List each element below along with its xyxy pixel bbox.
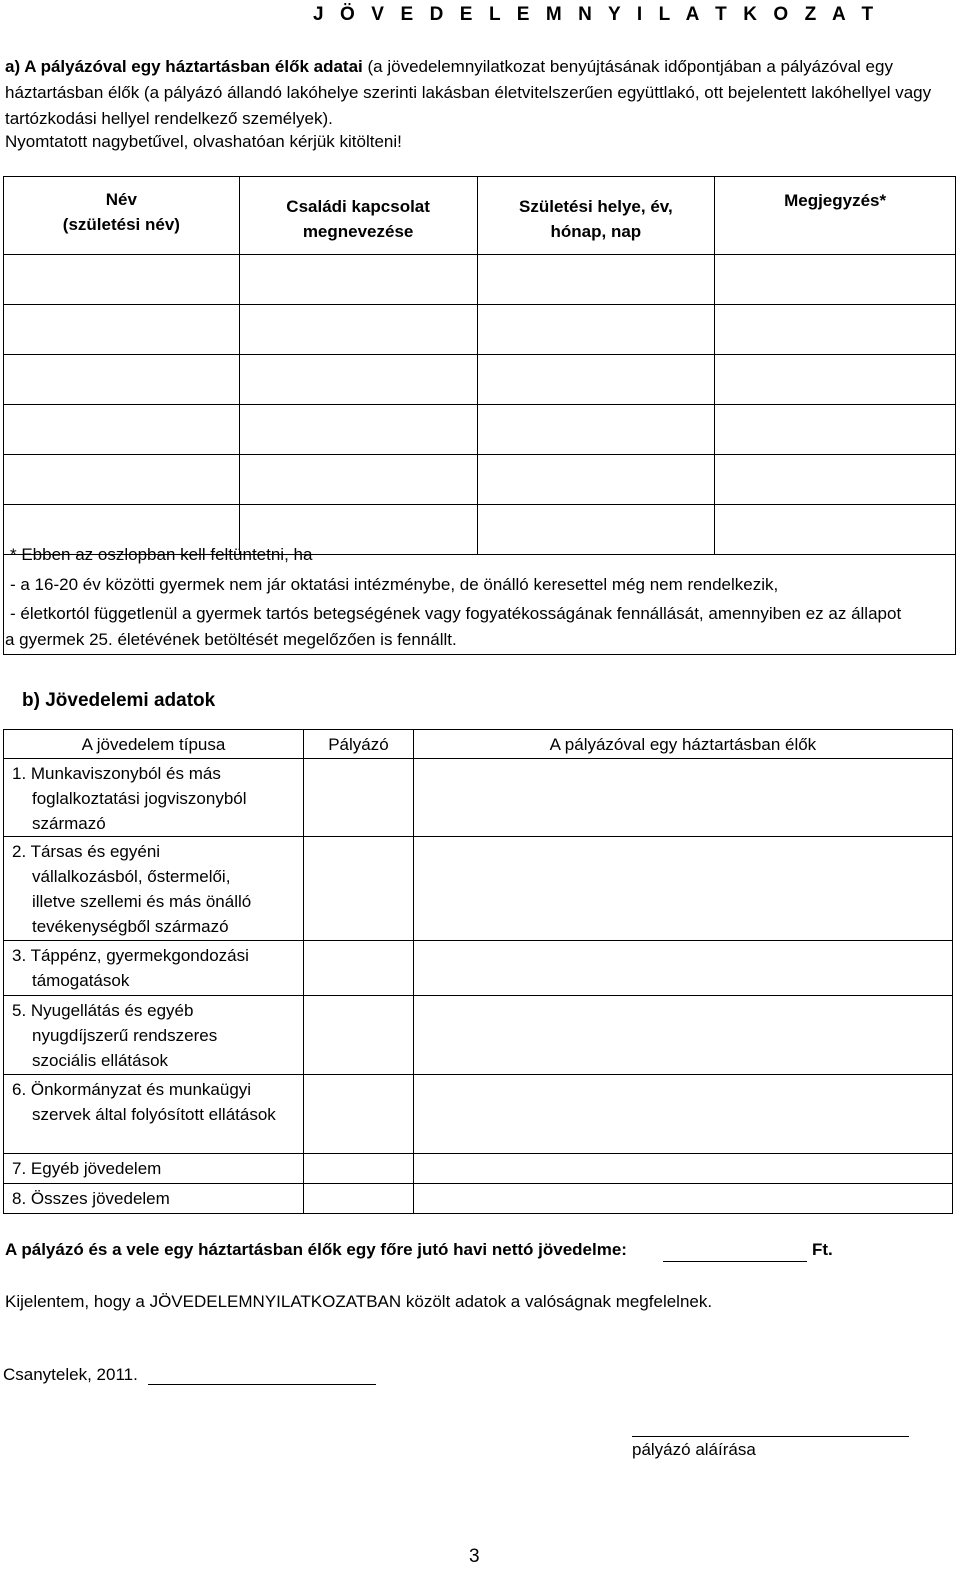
relation-cell[interactable] bbox=[239, 405, 477, 455]
per-capita-income-label: A pályázó és a vele egy háztartásban élők egy főre jutó havi nettó jövedelme: bbox=[5, 1240, 627, 1259]
col-income-type: A jövedelem típusa bbox=[4, 730, 304, 759]
income-type-cell: 1. Munkaviszonyból és más foglalkoztatási jogviszonyból származó bbox=[4, 759, 304, 837]
per-capita-income-field[interactable] bbox=[663, 1261, 807, 1262]
col-name: Név (születési név) bbox=[4, 177, 240, 255]
household-cell[interactable] bbox=[413, 1154, 952, 1184]
relation-cell[interactable] bbox=[239, 355, 477, 405]
footnote-line: - a 16-20 év közötti gyermek nem jár oktatási intézménybe, de önálló keresettel még nem rendelkezik, bbox=[10, 575, 779, 594]
birth-cell[interactable] bbox=[477, 255, 715, 305]
footnote-line: * Ebben az oszlopban kell feltüntetni, ha bbox=[10, 545, 313, 564]
income-type-cell: 7. Egyéb jövedelem bbox=[4, 1154, 304, 1184]
table-row bbox=[4, 837, 953, 941]
table-row bbox=[4, 1075, 953, 1154]
household-cell[interactable] bbox=[413, 941, 952, 996]
table-row bbox=[4, 759, 953, 837]
table-row bbox=[4, 455, 956, 505]
signature-label: pályázó aláírása bbox=[632, 1440, 756, 1459]
table-row bbox=[4, 405, 956, 455]
household-cell[interactable] bbox=[413, 759, 952, 837]
relation-cell[interactable] bbox=[239, 305, 477, 355]
footnote-line: a gyermek 25. életévének betöltését megelőzően is fennállt. bbox=[5, 630, 457, 649]
income-table-header bbox=[4, 730, 953, 759]
applicant-cell[interactable] bbox=[303, 759, 413, 837]
household-cell[interactable] bbox=[413, 837, 952, 941]
birth-cell[interactable] bbox=[477, 455, 715, 505]
table-row bbox=[4, 355, 956, 405]
table-row bbox=[4, 1184, 953, 1214]
name-cell[interactable] bbox=[4, 455, 240, 505]
page-number: 3 bbox=[469, 1546, 480, 1567]
household-cell[interactable] bbox=[413, 1075, 952, 1154]
applicant-cell[interactable] bbox=[303, 996, 413, 1075]
name-cell[interactable] bbox=[4, 355, 240, 405]
relation-cell[interactable] bbox=[239, 455, 477, 505]
col-note: Megjegyzés* bbox=[715, 177, 956, 255]
table-row bbox=[4, 1154, 953, 1184]
footnote-line: - életkortól függetlenül a gyermek tartós betegségének vagy fogyatékosságának fennállását, amennyiben ez az állapot bbox=[10, 604, 902, 623]
table-row bbox=[4, 941, 953, 996]
section-b-heading: b) Jövedelemi adatok bbox=[22, 690, 216, 711]
birth-cell[interactable] bbox=[477, 355, 715, 405]
col-birth: Születési helye, év, hónap, nap bbox=[477, 177, 715, 255]
applicant-cell[interactable] bbox=[303, 941, 413, 996]
table-row bbox=[4, 255, 956, 305]
name-cell[interactable] bbox=[4, 405, 240, 455]
date-field[interactable] bbox=[148, 1384, 376, 1385]
note-cell[interactable] bbox=[715, 255, 956, 305]
income-type-cell: 2. Társas és egyéni vállalkozásból, őstermelői, illetve szellemi és más önálló tevékenységből származó bbox=[4, 837, 304, 941]
col-household: A pályázóval egy háztartásban élők bbox=[413, 730, 952, 759]
income-type-cell: 8. Összes jövedelem bbox=[4, 1184, 304, 1214]
currency-unit: Ft. bbox=[812, 1240, 833, 1259]
income-type-cell: 5. Nyugellátás és egyéb nyugdíjszerű rendszeres szociális ellátások bbox=[4, 996, 304, 1075]
col-applicant: Pályázó bbox=[303, 730, 413, 759]
name-cell[interactable] bbox=[4, 255, 240, 305]
section-a-heading: a) A pályázóval egy háztartásban élők adatai bbox=[5, 57, 363, 76]
signature-field[interactable] bbox=[632, 1436, 909, 1437]
household-members-table bbox=[3, 176, 956, 555]
applicant-cell[interactable] bbox=[303, 1154, 413, 1184]
applicant-cell[interactable] bbox=[303, 1075, 413, 1154]
income-type-cell: 6. Önkormányzat és munkaügyi szervek által folyósított ellátások bbox=[4, 1075, 304, 1154]
name-cell[interactable] bbox=[4, 305, 240, 355]
note-cell[interactable] bbox=[715, 355, 956, 405]
place-date-label: Csanytelek, 2011. bbox=[3, 1365, 138, 1384]
birth-cell[interactable] bbox=[477, 405, 715, 455]
fill-instruction: Nyomtatott nagybetűvel, olvashatóan kérjük kitölteni! bbox=[5, 132, 402, 151]
table-row bbox=[4, 996, 953, 1075]
income-type-cell: 3. Táppénz, gyermekgondozási támogatások bbox=[4, 941, 304, 996]
document-title: J Ö V E D E L E M N Y I L A T K O Z A T bbox=[313, 4, 879, 25]
household-cell[interactable] bbox=[413, 1184, 952, 1214]
relation-cell[interactable] bbox=[239, 255, 477, 305]
note-cell[interactable] bbox=[715, 405, 956, 455]
applicant-cell[interactable] bbox=[303, 837, 413, 941]
household-cell[interactable] bbox=[413, 996, 952, 1075]
declaration-text: Kijelentem, hogy a JÖVEDELEMNYILATKOZATBAN közölt adatok a valóságnak megfelelnek. bbox=[5, 1292, 713, 1311]
applicant-cell[interactable] bbox=[303, 1184, 413, 1214]
col-relation: Családi kapcsolat megnevezése bbox=[239, 177, 477, 255]
table-row bbox=[4, 305, 956, 355]
income-table bbox=[3, 729, 953, 1214]
household-table-header bbox=[4, 177, 956, 255]
section-a-body: (a jövedelemnyilatkozat benyújtásának időpontjában a pályázóval egy háztartásban élők (a pályázó állandó lakóhelye szerinti lakásban életvitelszerűen együttlakó, ott bejelentett lakóhellyel vagy tartózkodási hellyel rendelkező személyek). bbox=[5, 57, 932, 128]
birth-cell[interactable] bbox=[477, 305, 715, 355]
note-cell[interactable] bbox=[715, 455, 956, 505]
note-cell[interactable] bbox=[715, 305, 956, 355]
section-a-intro bbox=[5, 54, 957, 132]
